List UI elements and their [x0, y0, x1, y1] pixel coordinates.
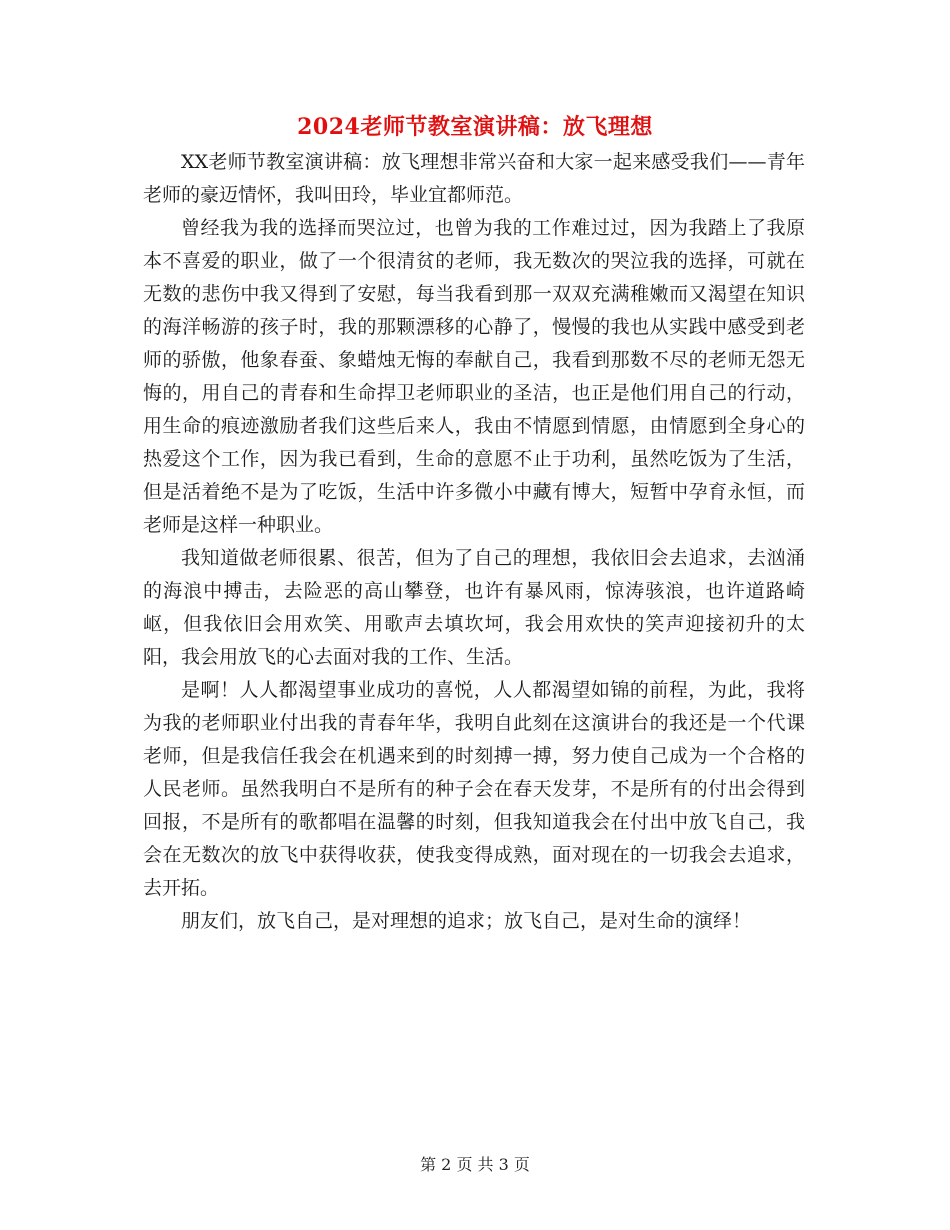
- paragraph-2: 曾经我为我的选择而哭泣过，也曾为我的工作难过过，因为我踏上了我原本不喜爱的职业，做了一个很清贫的老师，我无数次的哭泣我的选择，可就在无数的悲伤中我又得到了安慰，每当我看到那一双双充满稚嫩而又渴望在知识的海洋畅游的孩子时，我的那颗漂移的心静了，慢慢的我也从实践中感受到老师的骄傲，他象春蚕、象蜡烛无悔的奉献自己，我看到那数不尽的老师无怨无悔的，用自己的青春和生命捍卫老师职业的圣洁，也正是他们用自己的行动，用生命的痕迹激励者我们这些后来人，我由不情愿到情愿，由情愿到全身心的热爱这个工作，因为我已看到，生命的意愿不止于功利，虽然吃饭为了生活，但是活着绝不是为了吃饭，生活中许多微小中藏有博大，短暂中孕育永恒，而老师是这样一种职业。: [143, 217, 805, 536]
- paragraph-3: 我知道做老师很累、很苦，但为了自己的理想，我依旧会去追求，去汹涌的海浪中搏击，去险恶的高山攀登，也许有暴风雨，惊涛骇浪，也许道路崎岖，但我依旧会用欢笑、用歌声去填坎坷，我会用欢快的笑声迎接初升的太阳，我会用放飞的心去面对我的工作、生活。: [143, 547, 805, 668]
- document-body: [143, 146, 805, 938]
- paragraph-5: 朋友们，放飞自己，是对理想的追求；放飞自己，是对生命的演绎！: [181, 910, 752, 932]
- paragraph-1: XX老师节教室演讲稿：放飞理想非常兴奋和大家一起来感受我们——青年老师的豪迈情怀，我叫田玲，毕业宜都师范。: [143, 151, 805, 206]
- paragraph-4: 是啊！人人都渴望事业成功的喜悦，人人都渴望如锦的前程，为此，我将为我的老师职业付出我的青春年华，我明自此刻在这演讲台的我还是一个代课老师，但是我信任我会在机遇来到的时刻搏一搏，努力使自己成为一个合格的人民老师。虽然我明白不是所有的种子会在春天发芽，不是所有的付出会得到回报，不是所有的歌都唱在温馨的时刻，但我知道我会在付出中放飞自己，我会在无数次的放飞中获得收获，使我变得成熟，面对现在的一切我会去追求，去开拓。: [143, 679, 805, 899]
- page-number-footer: 第 2 页 共 3 页: [420, 1155, 530, 1174]
- document-title: 2024老师节教室演讲稿：放飞理想: [297, 114, 653, 140]
